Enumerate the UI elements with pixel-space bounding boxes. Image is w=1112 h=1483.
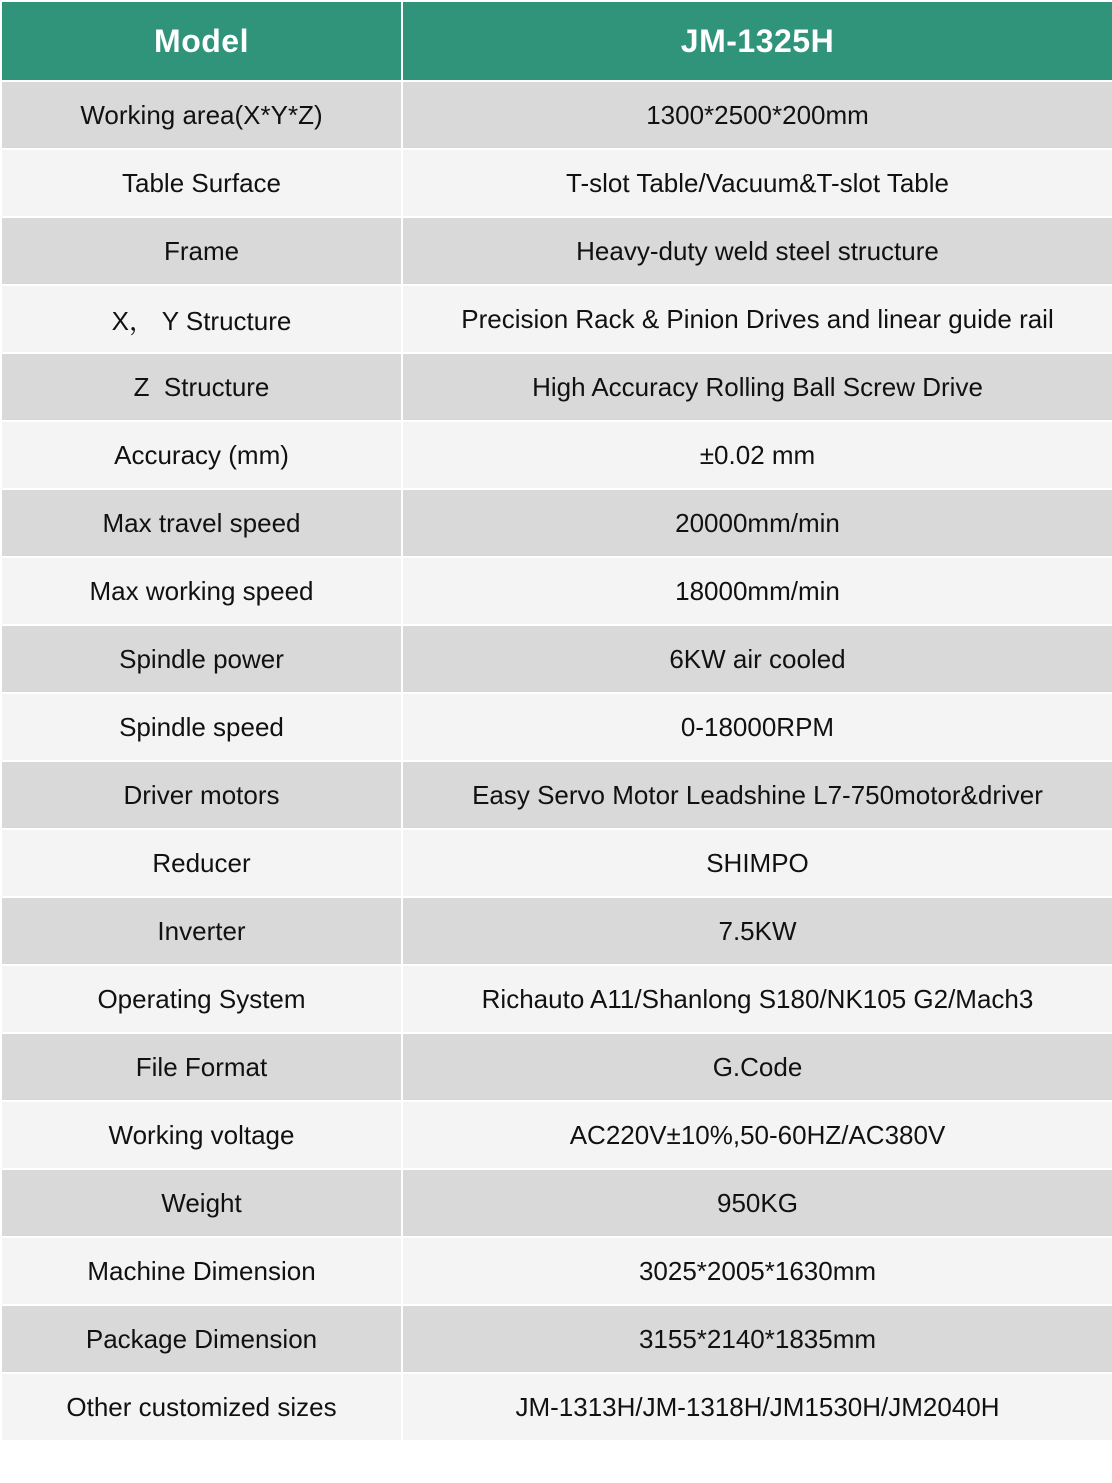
spec-value: SHIMPO — [402, 829, 1112, 897]
header-label-cell: Model — [1, 1, 402, 81]
spec-label: Spindle speed — [1, 693, 402, 761]
table-row — [1, 761, 1112, 829]
spec-value: 0-18000RPM — [402, 693, 1112, 761]
spec-label: Weight — [1, 1169, 402, 1237]
table-row — [1, 1305, 1112, 1373]
spec-label: Reducer — [1, 829, 402, 897]
spec-value: Easy Servo Motor Leadshine L7-750motor&driver — [402, 761, 1112, 829]
table-row — [1, 897, 1112, 965]
spec-label: Max travel speed — [1, 489, 402, 557]
spec-label: Machine Dimension — [1, 1237, 402, 1305]
spec-value: 6KW air cooled — [402, 625, 1112, 693]
spec-value: JM-1313H/JM-1318H/JM1530H/JM2040H — [402, 1373, 1112, 1441]
spec-value: 950KG — [402, 1169, 1112, 1237]
spec-label: Z Structure — [1, 353, 402, 421]
spec-label: Frame — [1, 217, 402, 285]
spec-label: Other customized sizes — [1, 1373, 402, 1441]
table-row — [1, 829, 1112, 897]
spec-value: ±0.02 mm — [402, 421, 1112, 489]
table-row — [1, 353, 1112, 421]
spec-value: High Accuracy Rolling Ball Screw Drive — [402, 353, 1112, 421]
spec-label: Table Surface — [1, 149, 402, 217]
header-row — [1, 1, 1112, 81]
table-row — [1, 489, 1112, 557]
spec-label: Driver motors — [1, 761, 402, 829]
spec-label: File Format — [1, 1033, 402, 1101]
spec-value: Precision Rack & Pinion Drives and linear guide rail — [402, 285, 1112, 353]
spec-value: 20000mm/min — [402, 489, 1112, 557]
table-row — [1, 217, 1112, 285]
table-row — [1, 81, 1112, 149]
table-row — [1, 285, 1112, 353]
spec-value: 3155*2140*1835mm — [402, 1305, 1112, 1373]
header-model-cell: JM-1325H — [402, 1, 1112, 81]
spec-label: Spindle power — [1, 625, 402, 693]
spec-label: Package Dimension — [1, 1305, 402, 1373]
table-row — [1, 1237, 1112, 1305]
spec-table-body — [1, 81, 1112, 1441]
spec-value: G.Code — [402, 1033, 1112, 1101]
spec-value: AC220V±10%,50-60HZ/AC380V — [402, 1101, 1112, 1169]
spec-label: Inverter — [1, 897, 402, 965]
table-row — [1, 965, 1112, 1033]
table-row — [1, 1373, 1112, 1441]
spec-label: Operating System — [1, 965, 402, 1033]
table-row — [1, 149, 1112, 217]
spec-value: Richauto A11/Shanlong S180/NK105 G2/Mach3 — [402, 965, 1112, 1033]
spec-value: T-slot Table/Vacuum&T-slot Table — [402, 149, 1112, 217]
table-row — [1, 1101, 1112, 1169]
spec-label: Accuracy (mm) — [1, 421, 402, 489]
table-row — [1, 1033, 1112, 1101]
spec-table-header — [1, 1, 1112, 81]
spec-value: 18000mm/min — [402, 557, 1112, 625]
spec-value: 1300*2500*200mm — [402, 81, 1112, 149]
spec-label: Working voltage — [1, 1101, 402, 1169]
table-row — [1, 625, 1112, 693]
spec-label: Working area(X*Y*Z) — [1, 81, 402, 149]
spec-value: 3025*2005*1630mm — [402, 1237, 1112, 1305]
spec-value: 7.5KW — [402, 897, 1112, 965]
table-row — [1, 421, 1112, 489]
table-row — [1, 557, 1112, 625]
table-row — [1, 1169, 1112, 1237]
spec-value: Heavy-duty weld steel structure — [402, 217, 1112, 285]
table-row — [1, 693, 1112, 761]
spec-label: Max working speed — [1, 557, 402, 625]
spec-label: X， Y Structure — [1, 285, 402, 353]
